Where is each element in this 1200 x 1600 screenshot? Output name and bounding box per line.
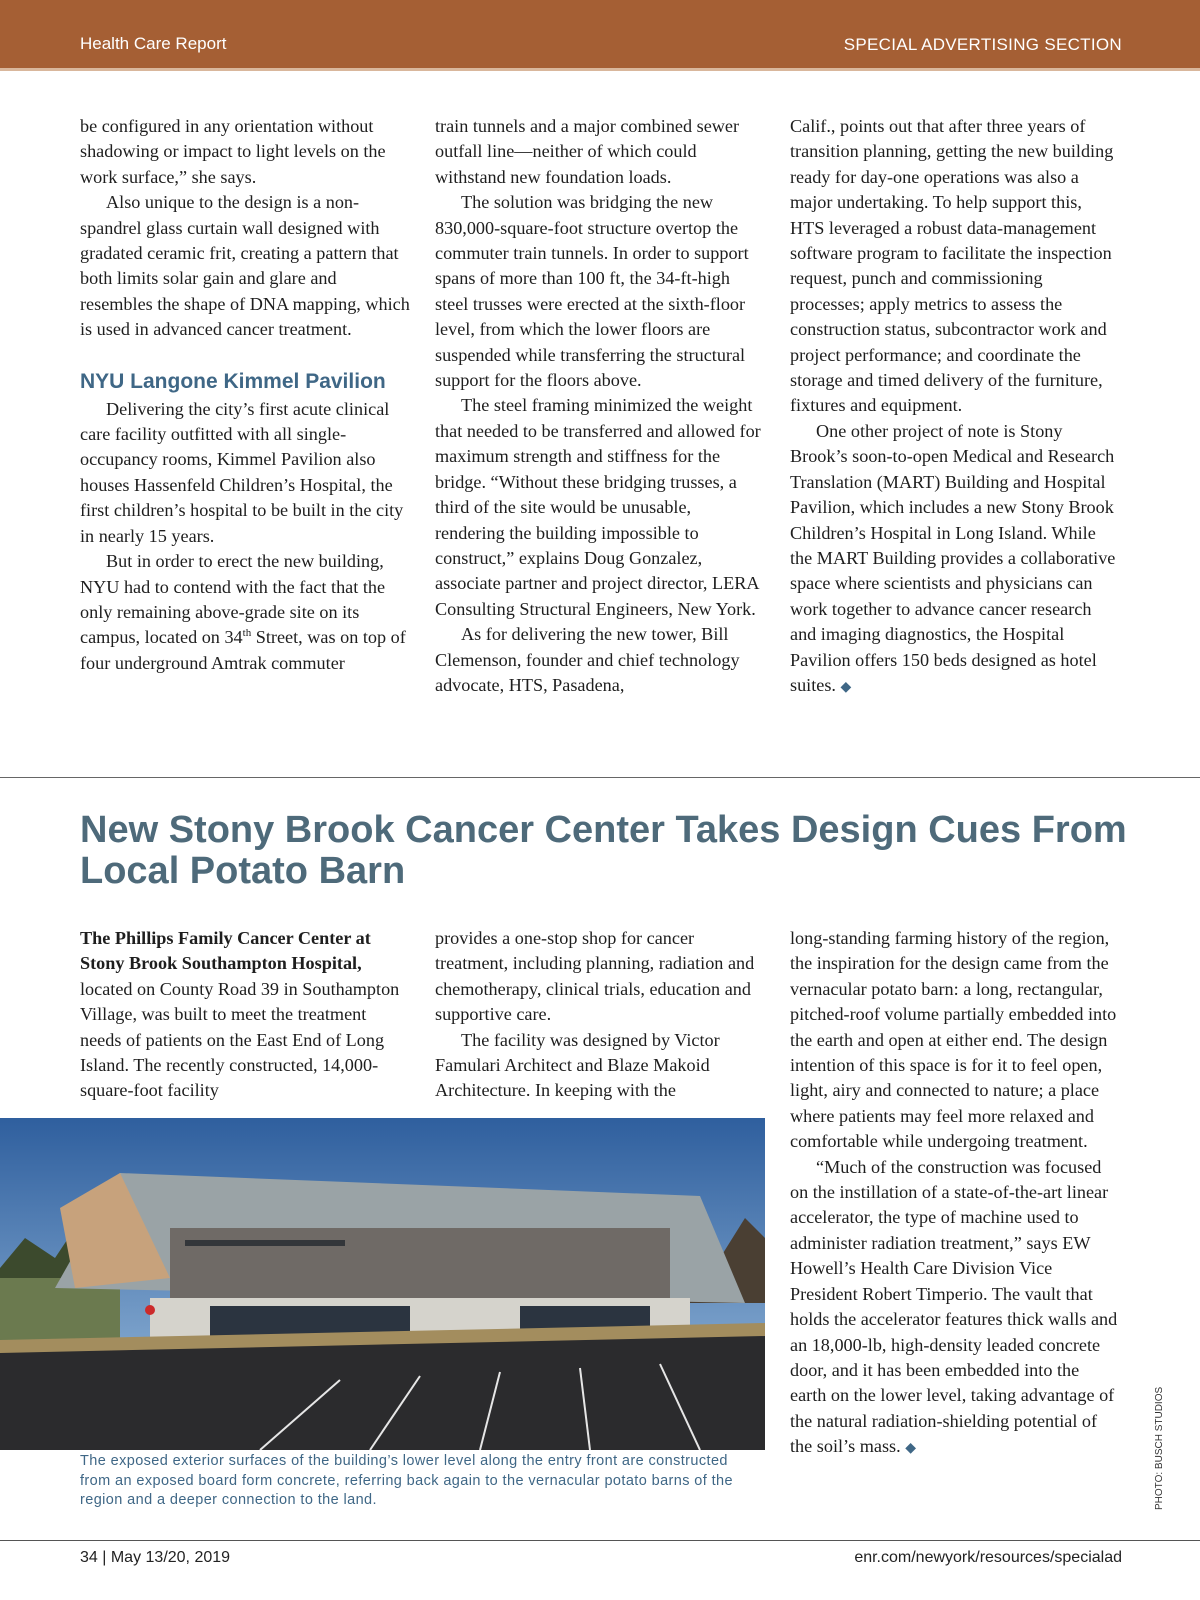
photo-credit: PHOTO: BUSCH STUDIOS <box>1154 1386 1165 1510</box>
paragraph: provides a one-stop shop for cancer treatment, including planning, radiation and chemotherapy, clinical trials, education and supportive care. <box>435 928 755 1025</box>
paragraph: Also unique to the design is a non-spandrel glass curtain wall designed with gradated ceramic frit, creating a pattern that both limits solar gain and glare and resembles the shape of DNA mapping, which is used in advanced cancer treatment. <box>80 192 410 340</box>
paragraph: long-standing farming history of the region, the inspiration for the design came from the vernacular potato barn: a long, rectangular, pitched-roof volume partially embedded into the earth and open at either end. The design intention of this space is for it to feel open, light, airy and connected to nature; a place where patients may feel more relaxed and comfortable while undergoing treatment. <box>790 928 1117 1152</box>
paragraph: One other project of note is Stony Brook’s soon-to-open Medical and Research Translation (MART) Building and Hospital Pavilion, which includes a new Stony Brook Children’s Hospital in Long Island. While the MART Building provides a collaborative space where scientists and physicians can work together to advance cancer research and imaging diagnostics, the Hospital Pavilion offers 150 beds designed as hotel suites. ◆ <box>790 420 1116 695</box>
header-rule <box>0 68 1200 71</box>
footer-rule <box>0 1540 1200 1541</box>
section-divider <box>0 777 1200 778</box>
special-advertising-label: SPECIAL ADVERTISING SECTION <box>843 35 1122 54</box>
paragraph: Calif., points out that after three years of transition planning, getting the new building ready for day-one operations was also a major undertaking. To help support this, HTS leveraged a robust data-management software program to facilitate the inspection request, punch and commissioning processes; apply metrics to assess the construction status, subcontractor work and project performance; and coordinate the storage and timed delivery of the furniture, fixtures and equipment. <box>790 116 1114 416</box>
article-column-2 <box>435 926 765 1104</box>
lead-in: The Phillips Family Cancer Center at Stony Brook Southampton Hospital, <box>80 928 371 974</box>
top-column-1 <box>80 114 410 676</box>
paragraph: The solution was bridging the new 830,000-square-foot structure overtop the commuter train tunnels. In order to support spans of more than 100 ft, the 34-ft-high steel trusses were erected at the sixth-floor level, from which the lower floors are suspended while transferring the structural support for the floors above. <box>435 192 749 391</box>
paragraph: “Much of the construction was focused on the instillation of a state-of-the-art linear accelerator, the type of machine used to administer radiation treatment,” says EW Howell’s Health Care Division Vice President Robert Timperio. The vault that holds the accelerator features thick walls and an 18,000-lb, high-density leaded concrete door, and it has been embedded into the earth on the lower level, taking advantage of the natural radiation-shielding potential of the soil’s mass. ◆ <box>790 1156 1118 1457</box>
paragraph: The Phillips Family Cancer Center at Stony Brook Southampton Hospital, located on County Road 39 in Southampton Village, was built to meet the treatment needs of patients on the East End of Long Island. The recently constructed, 14,000-square-foot facility <box>80 928 400 1101</box>
superscript: th <box>242 627 252 640</box>
paragraph: be configured in any orientation without shadowing or impact to light levels on the work surface,” she says. <box>80 116 386 187</box>
paragraph: Delivering the city’s first acute clinical care facility outfitted with all single-occupancy rooms, Kimmel Pavilion also houses Hassenfeld Children’s Hospital, the first children’s hospital to be built in the city in nearly 15 years. <box>80 398 404 546</box>
footer-url: enr.com/newyork/resources/specialad <box>854 1549 1122 1566</box>
article-column-1 <box>80 926 410 1104</box>
section-title: Health Care Report <box>80 34 227 53</box>
end-mark-icon: ◆ <box>905 1441 916 1457</box>
top-column-3 <box>790 114 1120 700</box>
page-number-date: 34 | May 13/20, 2019 <box>80 1549 231 1566</box>
paragraph: train tunnels and a major combined sewer outfall line—neither of which could withstand new foundation loads. <box>435 116 740 187</box>
paragraph: The facility was designed by Victor Famulari Architect and Blaze Makoid Architecture. In keeping with the <box>435 1029 720 1101</box>
end-mark-icon: ◆ <box>840 679 852 695</box>
cancer-center-photo <box>0 1118 765 1450</box>
article-headline: New Stony Brook Cancer Center Takes Design Cues From Local Potato Barn <box>80 809 1127 892</box>
top-column-2 <box>435 114 765 698</box>
paragraph: The steel framing minimized the weight that needed to be transferred and allowed for maximum strength and stiffness for the bridge. “Without these bridging trusses, a third of the site would be unusable, rendering the building impossible to construct,” explains Doug Gonzalez, associate partner and project director, LERA Consulting Structural Engineers, New York. <box>435 395 761 619</box>
paragraph: As for delivering the new tower, Bill Clemenson, founder and chief technology advocate, HTS, Pasadena, <box>435 624 740 695</box>
photo-caption: The exposed exterior surfaces of the building’s lower level along the entry front are constructed from an exposed board form concrete, referring back again to the vernacular potato barns of the region and a deeper connection to the land. <box>80 1453 733 1508</box>
article-column-3 <box>790 926 1120 1462</box>
subheading: NYU Langone Kimmel Pavilion <box>80 369 386 393</box>
paragraph: But in order to erect the new building, NYU had to contend with the fact that the only remaining above-grade site on its campus, located on 34th Street, was on top of four underground Amtrak commuter <box>80 551 406 673</box>
